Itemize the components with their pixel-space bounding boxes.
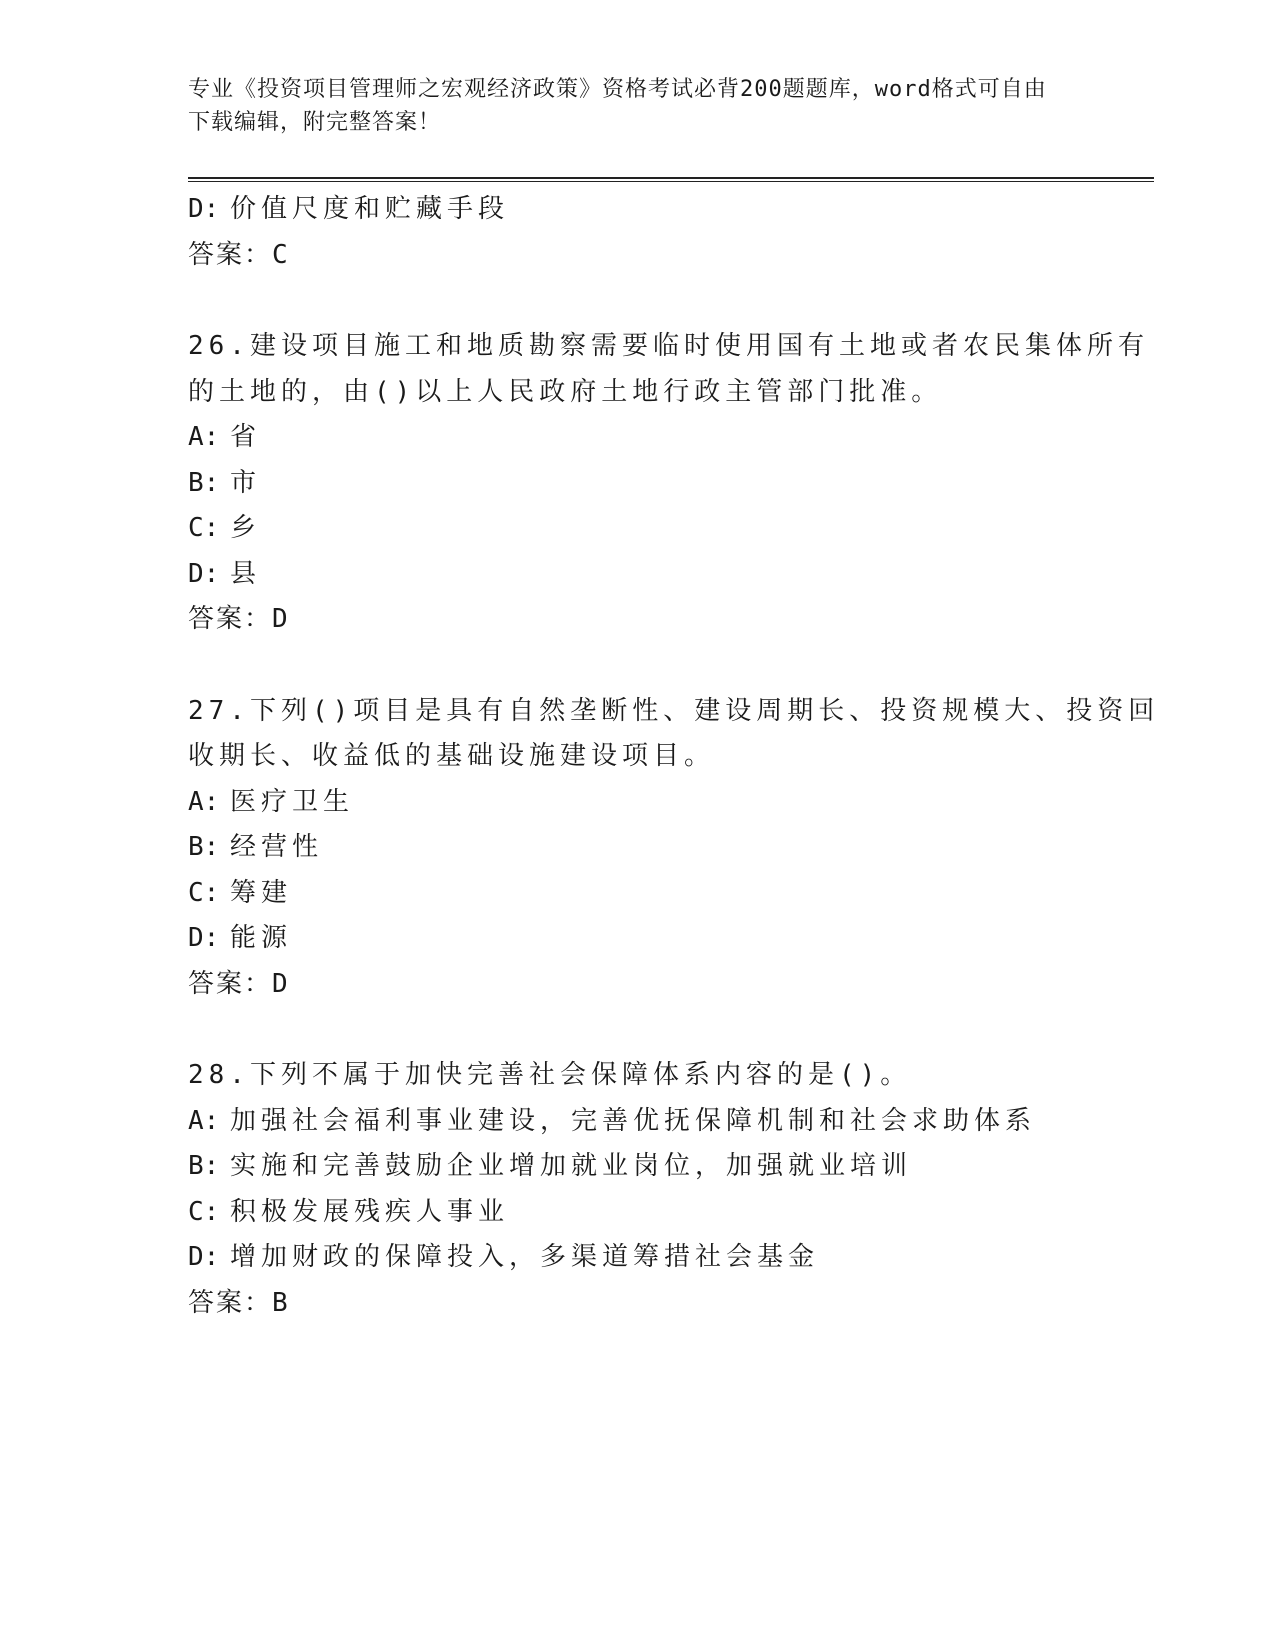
answer-label: 答案： [188, 1287, 273, 1318]
question-stem-line: 28.下列不属于加快完善社会保障体系内容的是()。 [188, 1060, 912, 1090]
option-key: A: [188, 1105, 220, 1136]
document-header: 专业《投资项目管理师之宏观经济政策》资格考试必背200题题库，word格式可自由下载编辑，附完整答案！ [188, 77, 1047, 135]
option-text: 医疗卫生 [230, 786, 355, 817]
option-key: D: [188, 923, 220, 953]
option-text: 积极发展残疾人事业 [230, 1196, 510, 1227]
answer-line [188, 962, 1088, 1008]
option-text: 加强社会福利事业建设，完善优抚保障机制和社会求助体系 [230, 1105, 1037, 1136]
option-line [188, 916, 1088, 962]
answer-label: 答案： [188, 239, 273, 270]
option-line [188, 506, 1088, 552]
question-stem-line: 26.建设项目施工和地质勘察需要临时使用国有土地或者农民集体所有 [188, 331, 1149, 361]
option-key: B: [188, 832, 220, 862]
option-line [188, 1235, 1088, 1281]
option-key: B: [188, 1151, 220, 1181]
answer-line [188, 1281, 1088, 1327]
option-line [188, 1099, 1088, 1145]
answer-label: 答案： [188, 604, 273, 634]
option-key: C: [188, 877, 220, 908]
option-key: D: [188, 1242, 220, 1272]
answer-value: D [272, 604, 290, 634]
header-rule-thin [188, 181, 1154, 182]
option-text: 能源 [230, 923, 293, 953]
option-key: A: [188, 786, 220, 817]
option-key: D: [188, 194, 220, 224]
option-text: 价值尺度和贮藏手段 [230, 194, 510, 224]
question-content [188, 187, 1160, 1326]
header-rule-thick [188, 177, 1154, 179]
option-line [188, 780, 1088, 826]
question-stem-line: 27.下列()项目是具有自然垄断性、建设周期长、投资规模大、投资回 [188, 695, 1160, 726]
option-key: A: [188, 422, 220, 452]
question-stem-line: 收期长、收益低的基础设施建设项目。 [188, 741, 716, 771]
option-line [188, 825, 1088, 871]
option-text: 县 [230, 558, 262, 589]
option-text: 乡 [230, 513, 262, 543]
answer-label: 答案： [188, 968, 273, 999]
option-line [188, 461, 1088, 507]
answer-value: D [272, 968, 290, 999]
option-key: B: [188, 467, 220, 498]
option-text: 实施和完善鼓励企业增加就业岗位，加强就业培训 [230, 1151, 913, 1181]
answer-value: C [272, 239, 290, 270]
option-text: 市 [230, 467, 262, 498]
option-line [188, 415, 1088, 461]
spacer [188, 278, 1088, 324]
option-line [188, 1144, 1088, 1190]
option-line [188, 552, 1088, 598]
spacer [188, 643, 1088, 689]
option-text: 经营性 [230, 832, 324, 862]
answer-line [188, 597, 1088, 643]
option-text: 筹建 [230, 877, 293, 908]
option-text: 增加财政的保障投入，多渠道筹措社会基金 [230, 1242, 820, 1272]
option-text: 省 [230, 422, 262, 452]
option-line [188, 1190, 1088, 1236]
option-key: C: [188, 513, 220, 543]
option-key: D: [188, 558, 220, 589]
answer-line [188, 233, 1088, 279]
answer-value: B [272, 1287, 290, 1318]
spacer [188, 1007, 1088, 1053]
option-line [188, 187, 1088, 233]
option-line [188, 871, 1088, 917]
option-key: C: [188, 1196, 220, 1227]
question-stem-line: 的土地的，由()以上人民政府土地行政主管部门批准。 [188, 376, 943, 407]
